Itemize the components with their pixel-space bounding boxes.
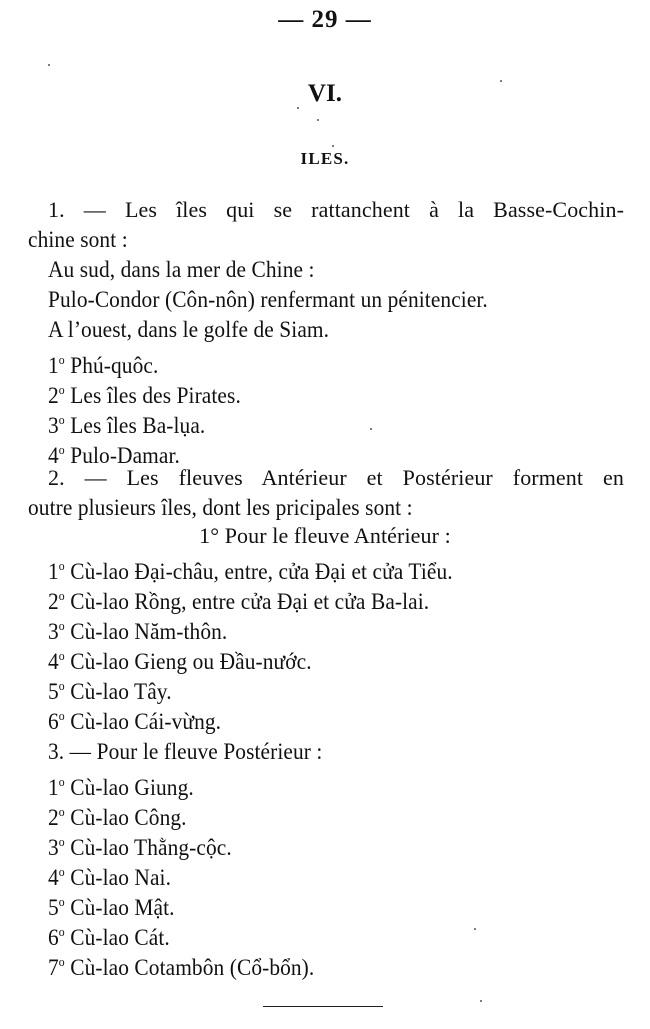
item-text: Cù-lao Gieng ou Đầu-nước. [70,648,312,674]
item-text: Cù-lao Cái-vừng. [70,708,222,734]
list-item: 7$^o$ Cù-lao Cotambôn (Cổ-bổn). [48,954,315,980]
scan-speck [48,64,50,66]
item-number: 6 [48,924,59,950]
item-number: 7 [48,954,59,980]
section-title: ILES. [300,149,350,168]
item-text: Cù-lao Công. [70,804,187,830]
item-number: 4 [48,442,59,468]
list-item: 6$^o$ Cù-lao Cát. [48,924,170,950]
list-item: 3$^o$ Les îles Ba-lụa. [48,412,206,438]
item-text: Cù-lao Tây. [70,678,172,704]
scan-speck [317,119,319,121]
item-text: Pulo-Damar. [70,442,180,468]
list-item: 4$^o$ Pulo-Damar. [48,442,180,468]
list-item: 1$^o$ Cù-lao Đại-châu, entre, cửa Đại et cửa Tiểu. [48,558,453,584]
list-item: 2$^o$ Les îles des Pirates. [48,382,241,408]
item-number: 3 [48,618,59,644]
page-number: — 29 — [278,6,372,33]
item-text: Cù-lao Giung. [70,774,194,800]
scan-speck [474,928,476,930]
item-number: 2 [48,588,59,614]
list-item: 4$^o$ Cù-lao Nai. [48,864,172,890]
item-text: Cù-lao Nai. [70,864,172,890]
item-number: 4 [48,864,59,890]
item-number: 3 [48,834,59,860]
chapter-heading: VI. [307,80,343,107]
paragraph-1-line-4: Pulo-Condor (Côn-nôn) renfermant un pénitencier. [48,287,488,312]
item-number: 1 [48,774,59,800]
paragraph-2-line-2: outre plusieurs îles, dont les pricipales sont : [28,495,413,520]
item-text: Phú-quôc. [70,352,159,378]
paragraph-2-line-1: 2. — Les fleuves Antérieur et Postérieur forment en [48,465,624,490]
scan-speck [500,80,502,82]
item-number: 5 [48,894,59,920]
paragraph-1-line-1: 1. — Les îles qui se rattanchent à la Basse-Cochin- [48,197,624,222]
item-number: 6 [48,708,59,734]
list-item: 3$^o$ Cù-lao Năm-thôn. [48,618,228,644]
item-text: Cù-lao Năm-thôn. [70,618,228,644]
item-text: Cù-lao Rồng, entre cửa Đại et cửa Ba-lai. [70,588,430,614]
list-item: 2$^o$ Cù-lao Rồng, entre cửa Đại et cửa Ba-lai. [48,588,430,614]
subheading-anterieur: 1° Pour le fleuve Antérieur : [199,523,451,548]
paragraph-1-line-5: A l’ouest, dans le golfe de Siam. [48,317,330,342]
item-number: 2 [48,804,59,830]
item-number: 1 [48,558,59,584]
paragraph-1-line-3: Au sud, dans la mer de Chine : [48,257,315,282]
paragraph-3-line-1: 3. — Pour le fleuve Postérieur : [48,739,323,764]
item-text: Cù-lao Cát. [70,924,170,950]
list-item: 1$^o$ Cù-lao Giung. [48,774,194,800]
item-text: Cù-lao Đại-châu, entre, cửa Đại et cửa Tiểu. [70,558,453,584]
item-number: 3 [48,412,59,438]
item-text: Cù-lao Mật. [70,894,175,920]
item-text: Les îles Ba-lụa. [70,412,206,438]
list-item: 2$^o$ Cù-lao Công. [48,804,187,830]
scan-speck [480,1000,482,1002]
item-text: Les îles des Pirates. [70,382,241,408]
section-end-rule [263,1006,383,1007]
paragraph-1-line-2: chine sont : [28,227,128,252]
item-text: Cù-lao Thằng-cộc. [70,834,232,860]
scan-speck [297,107,299,109]
item-text: Cù-lao Cotambôn (Cổ-bổn). [70,954,315,980]
item-number: 4 [48,648,59,674]
list-item: 6$^o$ Cù-lao Cái-vừng. [48,708,222,734]
scan-speck [370,428,372,430]
list-item: 4$^o$ Cù-lao Gieng ou Đầu-nước. [48,648,312,674]
item-number: 2 [48,382,59,408]
list-item: 5$^o$ Cù-lao Mật. [48,894,175,920]
item-number: 5 [48,678,59,704]
list-item: 1$^o$ Phú-quôc. [48,352,159,378]
scan-speck [332,145,334,147]
list-item: 5$^o$ Cù-lao Tây. [48,678,172,704]
list-item: 3$^o$ Cù-lao Thằng-cộc. [48,834,232,860]
item-number: 1 [48,352,59,378]
